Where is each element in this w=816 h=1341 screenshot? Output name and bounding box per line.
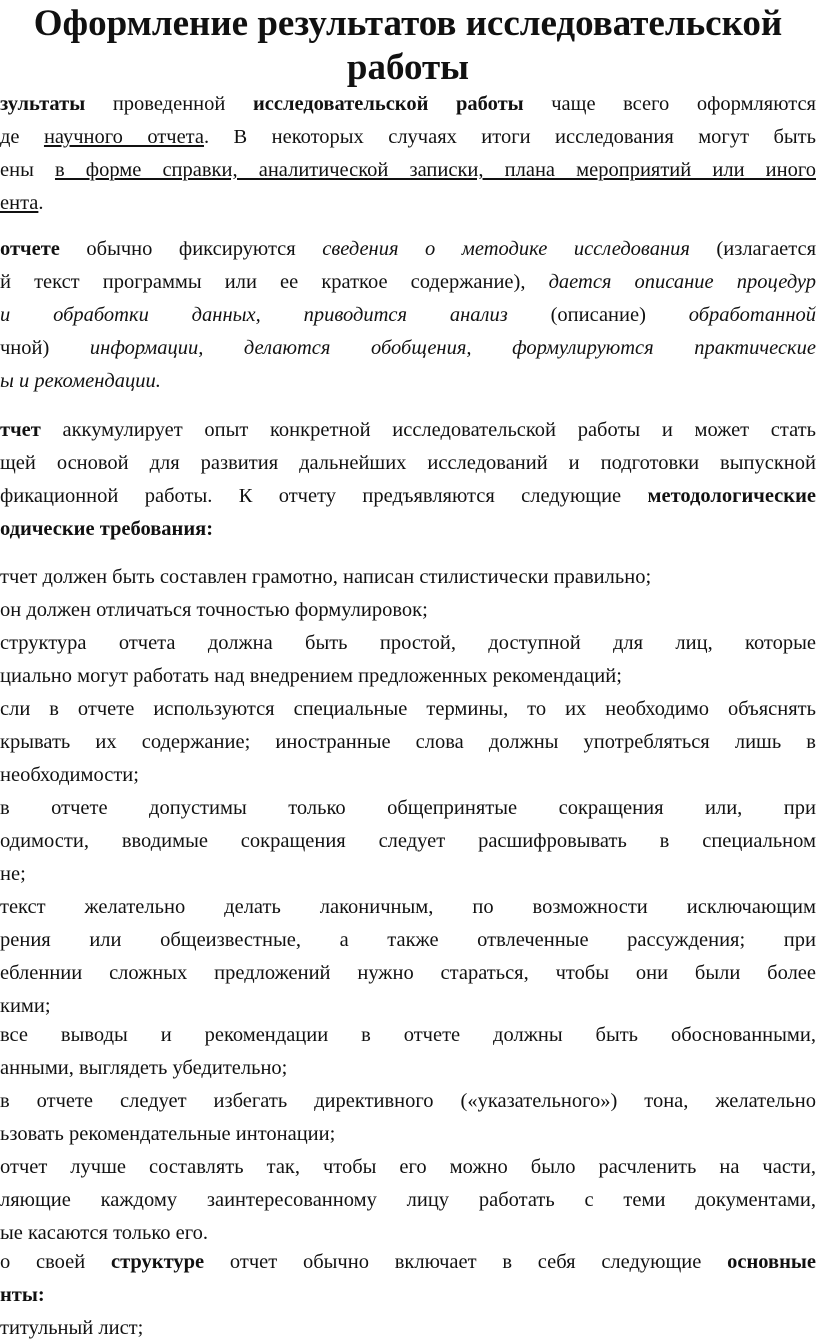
- paragraph-1-line: ены в форме справки, аналитической записки, плана мероприятий или иного: [0, 159, 816, 181]
- requirement-line: ебленнии сложных предложений нужно стараться, чтобы они были более: [0, 962, 816, 984]
- requirement-line: текст желательно делать лаконичным, по возможности исключающим: [0, 896, 816, 918]
- requirement-line: в отчете следует избегать директивного («указательного») тона, желательно: [0, 1090, 816, 1112]
- paragraph-2-line: й текст программы или ее краткое содержание), дается описание процедур: [0, 271, 816, 293]
- requirement-line: крывать их содержание; иностранные слова должны употребляться лишь в: [0, 731, 816, 753]
- requirement-line: циально могут работать над внедрением предложенных рекомендаций;: [0, 665, 622, 687]
- requirement-line: ляющие каждому заинтересованному лицу работать с теми документами,: [0, 1189, 816, 1211]
- paragraph-2-line: ы и рекомендации.: [0, 370, 161, 392]
- requirement-line: сли в отчете используются специальные термины, то их необходимо объяснять: [0, 698, 816, 720]
- requirement-line: не;: [0, 863, 26, 885]
- paragraph-3-line: фикационной работы. К отчету предъявляются следующие методологические: [0, 485, 816, 507]
- requirement-line: в отчете допустимы только общепринятые сокращения или, при: [0, 797, 816, 819]
- requirement-line: анными, выглядеть убедительно;: [0, 1057, 288, 1079]
- paragraph-4-line: титульный лист;: [0, 1317, 144, 1339]
- requirement-line: все выводы и рекомендации в отчете должны быть обоснованными,: [0, 1024, 816, 1046]
- page-title: Оформление результатов исследовательской: [33, 3, 783, 44]
- paragraph-4-line: нты:: [0, 1284, 45, 1306]
- requirement-line: необходимости;: [0, 764, 139, 786]
- paragraph-2-line: и обработки данных, приводится анализ (описание) обработанной: [0, 304, 816, 326]
- requirement-line: одимости, вводимые сокращения следует расшифровывать в специальном: [0, 830, 816, 852]
- requirement-line: кими;: [0, 995, 51, 1017]
- paragraph-4-line: о своей структуре отчет обычно включает в себя следующие основные: [0, 1251, 816, 1273]
- paragraph-3-line: щей основой для развития дальнейших исследований и подготовки выпускной: [0, 452, 816, 474]
- requirement-line: структура отчета должна быть простой, доступной для лиц, которые: [0, 632, 816, 654]
- paragraph-3-line: одические требования:: [0, 518, 214, 540]
- paragraph-2-line: чной) информации, делаются обобщения, формулируются практические: [0, 337, 816, 359]
- requirement-line: отчет лучше составлять так, чтобы его можно было расчленить на части,: [0, 1156, 816, 1178]
- paragraph-3-line: тчет аккумулирует опыт конкретной исследовательской работы и может стать: [0, 419, 816, 441]
- requirement-line: ые касаются только его.: [0, 1222, 209, 1244]
- requirement-line: тчет должен быть составлен грамотно, написан стилистически правильно;: [0, 566, 652, 588]
- requirement-line: рения или общеизвестные, а также отвлеченные рассуждения; при: [0, 929, 816, 951]
- paragraph-1-line: ента.: [0, 192, 44, 214]
- page-title-line2: работы: [346, 47, 470, 88]
- requirement-line: ьзовать рекомендательные интонации;: [0, 1123, 336, 1145]
- paragraph-1-line: де научного отчета. В некоторых случаях итоги исследования могут быть: [0, 126, 816, 148]
- requirement-line: он должен отличаться точностью формулировок;: [0, 599, 428, 621]
- paragraph-1-line: зультаты проведенной исследовательской работы чаще всего оформляются: [0, 93, 816, 115]
- paragraph-2-line: отчете обычно фиксируются сведения о методике исследования (излагается: [0, 238, 816, 260]
